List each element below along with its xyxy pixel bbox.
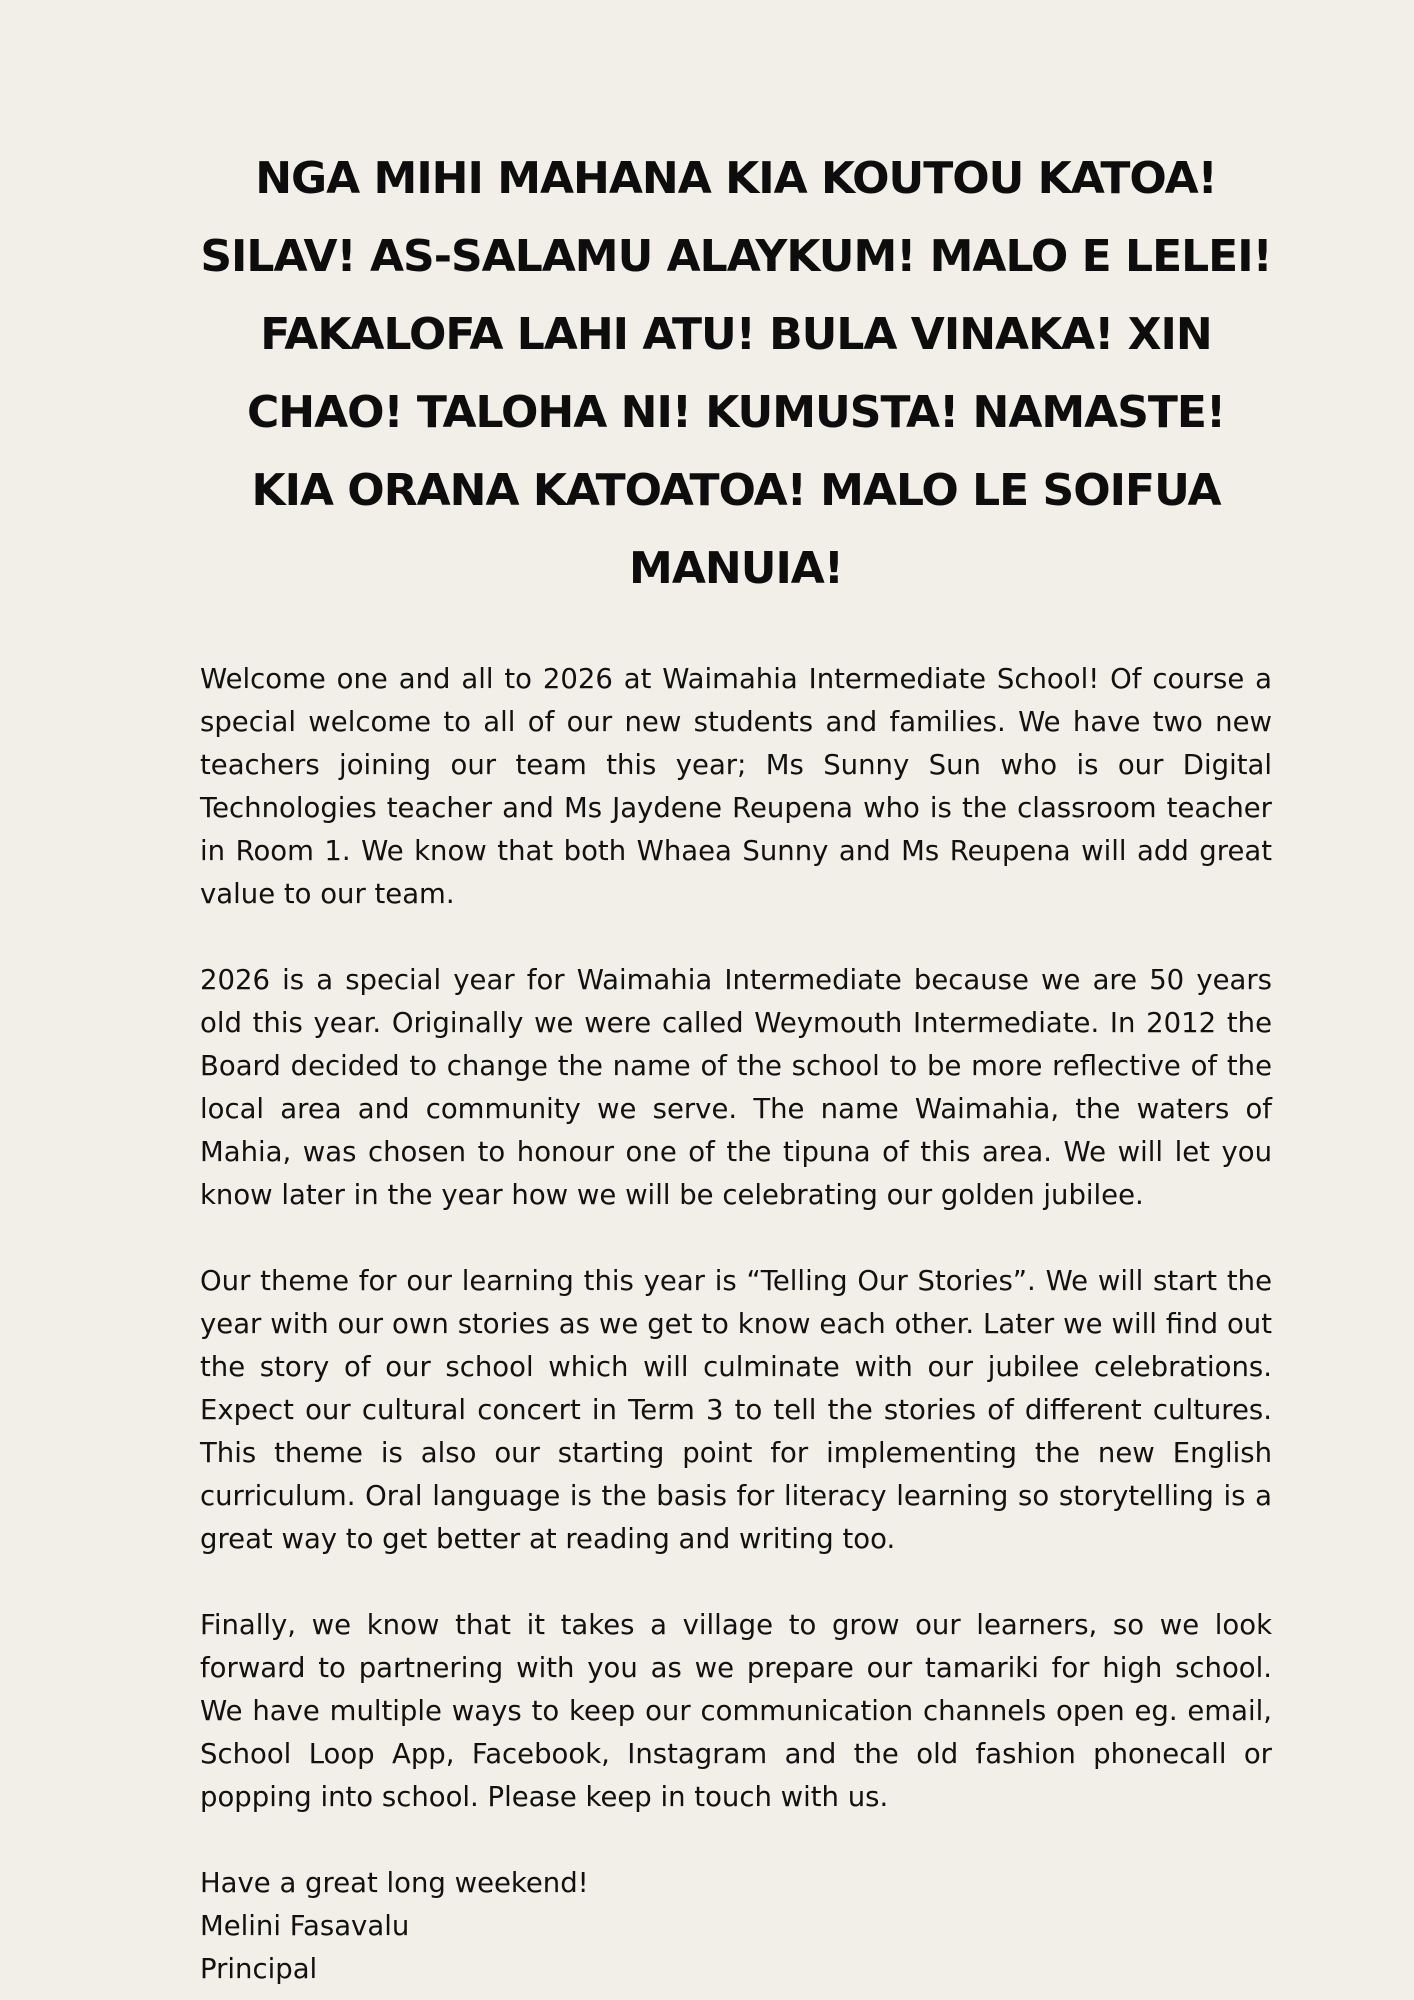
- welcome-paragraph: Welcome one and all to 2026 at Waimahia Intermediate School! Of course a special welcome to all of our new students and families. We have two new teachers joining our team this year; Ms Sunny Sun who is our Digital Technologies teacher and Ms Jaydene Reupena who is the classroom teacher in Room 1. We know that both Whaea Sunny and Ms Reupena will add great value to our team.: [200, 663, 1272, 910]
- anniversary-paragraph: 2026 is a special year for Waimahia Intermediate because we are 50 years old this year. Originally we were called Weymouth Intermediate. In 2012 the Board decided to change the name of the school to be more reflective of the local area and community we serve. The name Waimahia, the waters of Mahia, was chosen to honour one of the tipuna of this area. We will let you know later in the year how we will be celebrating our golden jubilee.: [200, 964, 1272, 1211]
- newsletter-page: [200, 140, 1272, 1991]
- greeting-heading: NGA MIHI MAHANA KIA KOUTOU KATOA! SILAV! AS-SALAMU ALAYKUM! MALO E LELEI! FAKALOFA LAHI ATU! BULA VINAKA! XIN CHAO! TALOHA NI! KUMUSTA! NAMASTE! KIA ORANA KATOATOA! MALO LE SOIFUA MANUIA!: [200, 153, 1272, 594]
- theme-paragraph: Our theme for our learning this year is “Telling Our Stories”. We will start the year with our own stories as we get to know each other. Later we will find out the story of our school which will culminate with our jubilee celebrations. Expect our cultural concert in Term 3 to tell the stories of different cultures. This theme is also our starting point for implementing the new English curriculum. Oral language is the basis for literacy learning so storytelling is a great way to get better at reading and writing too.: [200, 1265, 1272, 1555]
- partnership-paragraph: Finally, we know that it takes a village to grow our learners, so we look forward to partnering with you as we prepare our tamariki for high school. We have multiple ways to keep our communication channels open eg. email, School Loop App, Facebook, Instagram and the old fashion phonecall or popping into school. Please keep in touch with us.: [200, 1609, 1272, 1813]
- signoff-name: Melini Fasavalu: [200, 1910, 410, 1942]
- signoff-closing: Have a great long weekend!: [200, 1867, 589, 1899]
- signoff-title: Principal: [200, 1953, 318, 1985]
- signoff-block: [200, 1862, 1272, 1991]
